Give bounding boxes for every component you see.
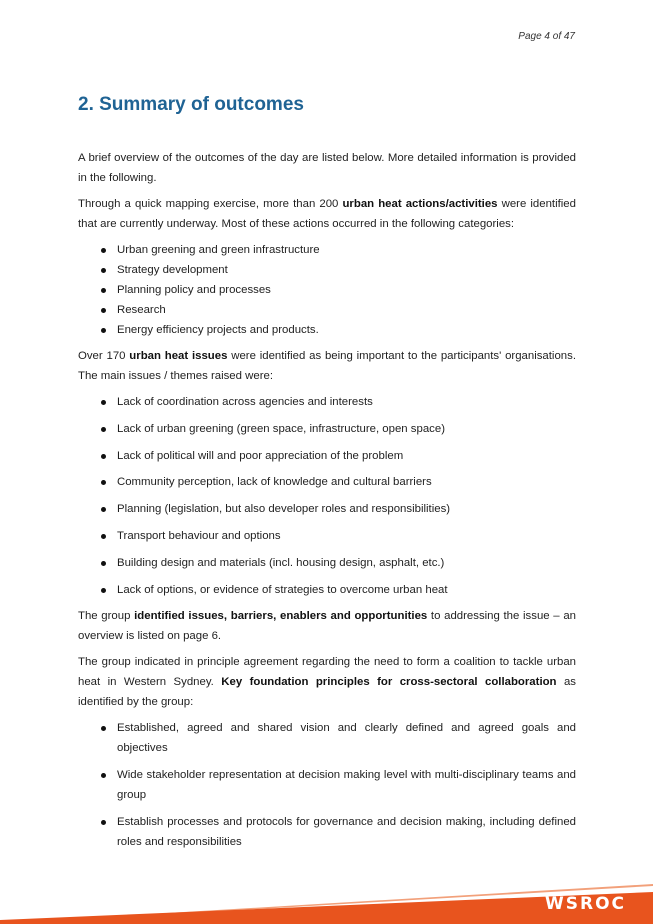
list-item: Establish processes and protocols for governance and decision making, including defined roles and responsibilities [78, 812, 576, 852]
issues-text-post: were identified as being important to the participants' organisations. The main issues / themes raised were: [78, 350, 576, 382]
list-item: Strategy development [78, 260, 576, 280]
issues-paragraph [78, 346, 576, 386]
document-body [78, 148, 576, 859]
list-item: Urban greening and green infrastructure [78, 240, 576, 260]
list-item: Lack of coordination across agencies and interests [78, 392, 576, 412]
list-item: Established, agreed and shared vision and clearly defined and agreed goals and objectives [78, 718, 576, 758]
coalition-paragraph [78, 652, 576, 712]
list-item: Planning (legislation, but also developer roles and responsibilities) [78, 499, 576, 519]
issues-list [78, 392, 576, 600]
intro-paragraph: A brief overview of the outcomes of the day are listed below. More detailed information is provided in the following. [78, 152, 576, 184]
page-number: Page 4 of 47 [518, 31, 575, 42]
group-paragraph [78, 606, 576, 646]
group-text-pre: The group [78, 610, 135, 623]
issues-text-pre: Over 170 [78, 350, 130, 362]
list-item: Lack of political will and poor appreciation of the problem [78, 446, 576, 466]
list-item: Building design and materials (incl. housing design, asphalt, etc.) [78, 553, 576, 573]
list-item: Community perception, lack of knowledge and cultural barriers [78, 472, 576, 492]
wsroc-logo: WSROC [544, 894, 626, 914]
issues-text-bold: urban heat issues [129, 350, 228, 362]
coalition-text-pre: The group indicated in principle agreement regarding the need to form a coalition to tackle urban heat in Western Sydney. [78, 656, 576, 689]
list-item: Transport behaviour and options [78, 526, 576, 546]
mapping-text-post: were identified that are currently underway. Most of these actions occurred in the following categories: [78, 198, 576, 230]
list-item: Lack of urban greening (green space, infrastructure, open space) [78, 419, 576, 439]
list-item: Lack of options, or evidence of strategies to overcome urban heat [78, 580, 576, 600]
section-heading: 2. Summary of outcomes [78, 94, 304, 115]
list-item: Energy efficiency projects and products. [78, 320, 576, 340]
list-item: Wide stakeholder representation at decision making level with multi-disciplinary teams and group [78, 765, 576, 805]
categories-list [78, 240, 576, 340]
list-item: Planning policy and processes [78, 280, 576, 300]
coalition-text-post: as identified by the group: [78, 676, 576, 709]
coalition-text-bold: Key foundation principles for cross-sectoral collaboration [221, 676, 557, 689]
principles-list [78, 718, 576, 852]
mapping-text-bold: urban heat actions/activities [342, 198, 498, 210]
group-text-post: to addressing the issue – an overview is listed on page 6. [78, 610, 576, 643]
mapping-paragraph [78, 194, 576, 234]
mapping-text-pre: Through a quick mapping exercise, more than 200 [78, 198, 343, 210]
group-text-bold: identified issues, barriers, enablers and opportunities [134, 610, 428, 623]
list-item: Research [78, 300, 576, 320]
